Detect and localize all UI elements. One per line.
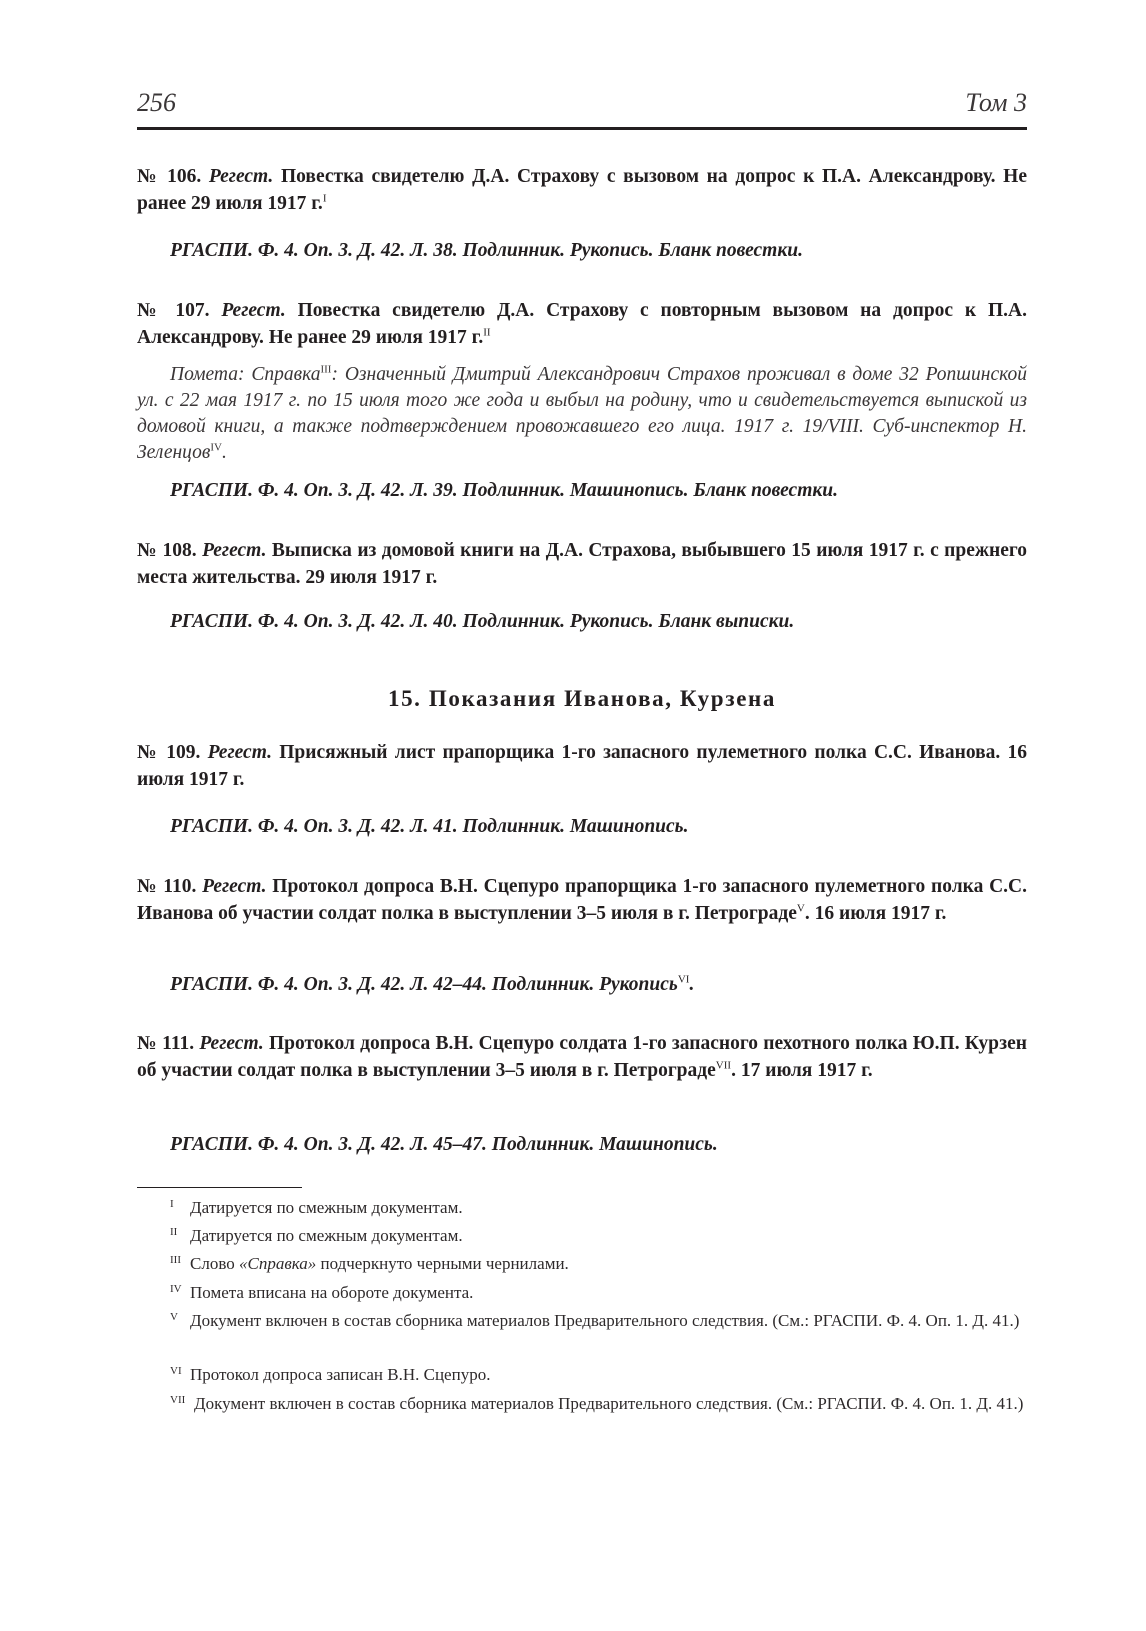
entry-regest: № 106. Регест. Повестка свидетелю Д.А. Страхову с вызовом на допрос к П.А. Александрову. Не ранее 29 июля 1917 г.$^I$ <box>137 166 1028 214</box>
footnote-ref[interactable]: V <box>796 902 805 915</box>
page-number: 256 <box>137 88 176 117</box>
footnote: VII Документ включен в состав сборника материалов Предварительного следствия. (См.: РГАСПИ. Ф. 4. Оп. 1. Д. 41.) <box>170 1394 1024 1413</box>
entry-source: РГАСПИ. Ф. 4. Оп. 3. Д. 42. Л. 41. Подлинник. Машинопись. <box>170 816 689 837</box>
entry-regest: № 108. Регест. Выписка из домовой книги на Д.А. Страхова, выбывшего 15 июля 1917 г. с прежнего места жительства. 29 июля 1917 г. <box>137 540 1028 588</box>
footnote-ref[interactable]: VII <box>715 1059 732 1072</box>
footnote-ref[interactable]: III <box>320 363 332 376</box>
footnote: IV Помета вписана на обороте документа. <box>170 1283 474 1302</box>
entry-source: РГАСПИ. Ф. 4. Оп. 3. Д. 42. Л. 45–47. Подлинник. Машинопись. <box>170 1134 718 1155</box>
entry-106 <box>137 163 1027 217</box>
entry-source: РГАСПИ. Ф. 4. Оп. 3. Д. 42. Л. 38. Подлинник. Рукопись. Бланк повестки. <box>170 240 803 261</box>
footnote-ref[interactable]: IV <box>210 441 222 454</box>
footnote-ref[interactable]: I <box>322 192 327 205</box>
entry-107 <box>137 297 1027 351</box>
entry-source: РГАСПИ. Ф. 4. Оп. 3. Д. 42. Л. 39. Подлинник. Машинопись. Бланк повестки. <box>170 480 838 501</box>
footnote: VI Протокол допроса записан В.Н. Сцепуро. <box>170 1365 491 1384</box>
entry-regest: № 107. Регест. Повестка свидетелю Д.А. Страхову с повторным вызовом на допрос к П.А. Александрову. Не ранее 29 июля 1917 г.$^{II}$ <box>137 300 1027 348</box>
footnote: I Датируется по смежным документам. <box>170 1198 463 1217</box>
footnote-rule <box>137 1187 302 1188</box>
entry-regest: № 111. Регест. Протокол допроса В.Н. Сцепуро солдата 1-го запасного пехотного полка Ю.П. Курзен об участии солдат полка в выступлении 3–5 июля в г. Петрограде$^{VII}$. 17 июля 1917 г. <box>137 1033 1027 1081</box>
footnote-ref[interactable]: II <box>483 326 491 339</box>
section-title: 15. Показания Иванова, Курзена <box>387 686 777 711</box>
footnote: II Датируется по смежным документам. <box>170 1226 463 1245</box>
footnote: V Документ включен в состав сборника материалов Предварительного следствия. (См.: РГАСПИ. Ф. 4. Оп. 1. Д. 41.) <box>170 1311 1020 1330</box>
entry-110 <box>137 873 1027 927</box>
header-rule <box>137 127 1027 130</box>
footnote: III Слово «Справка» подчеркнуто черными чернилами. <box>170 1254 569 1273</box>
entry-regest: № 110. Регест. Протокол допроса В.Н. Сцепуро прапорщика 1-го запасного пулеметного полка С.С. Иванова об участии солдат полка в выступлении 3–5 июля в г. Петрограде$^V$. 16 июля 1917 г. <box>137 876 1028 924</box>
entry-regest: № 109. Регест. Присяжный лист прапорщика 1-го запасного пулеметного полка С.С. Иванова. 16 июля 1917 г. <box>137 742 1027 790</box>
entry-source: РГАСПИ. Ф. 4. Оп. 3. Д. 42. Л. 42–44. Подлинник. Рукопись$^{VI}$. <box>170 973 695 995</box>
footnote-ref[interactable]: VI <box>677 973 690 986</box>
running-head <box>137 88 1027 126</box>
entry-109 <box>137 739 1027 793</box>
entry-108 <box>137 537 1027 591</box>
volume-label: Том 3 <box>965 88 1027 117</box>
entry-note: Помета: Справка$^{III}$: Означенный Дмитрий Александрович Страхов проживал в доме 32 Ропшинской ул. с 22 мая 1917 г. по 15 июля того же года и выбыл на родину, что и свидетельствуется выпиской из домовой книги, а также подтверждением провожавшего его лица. 1917 г. 19/VIII. Суб-инспектор Н. Зеленцов$^{IV}$. <box>137 363 1027 463</box>
entry-111 <box>137 1030 1027 1084</box>
entry-source: РГАСПИ. Ф. 4. Оп. 3. Д. 42. Л. 40. Подлинник. Рукопись. Бланк выписки. <box>170 611 795 632</box>
